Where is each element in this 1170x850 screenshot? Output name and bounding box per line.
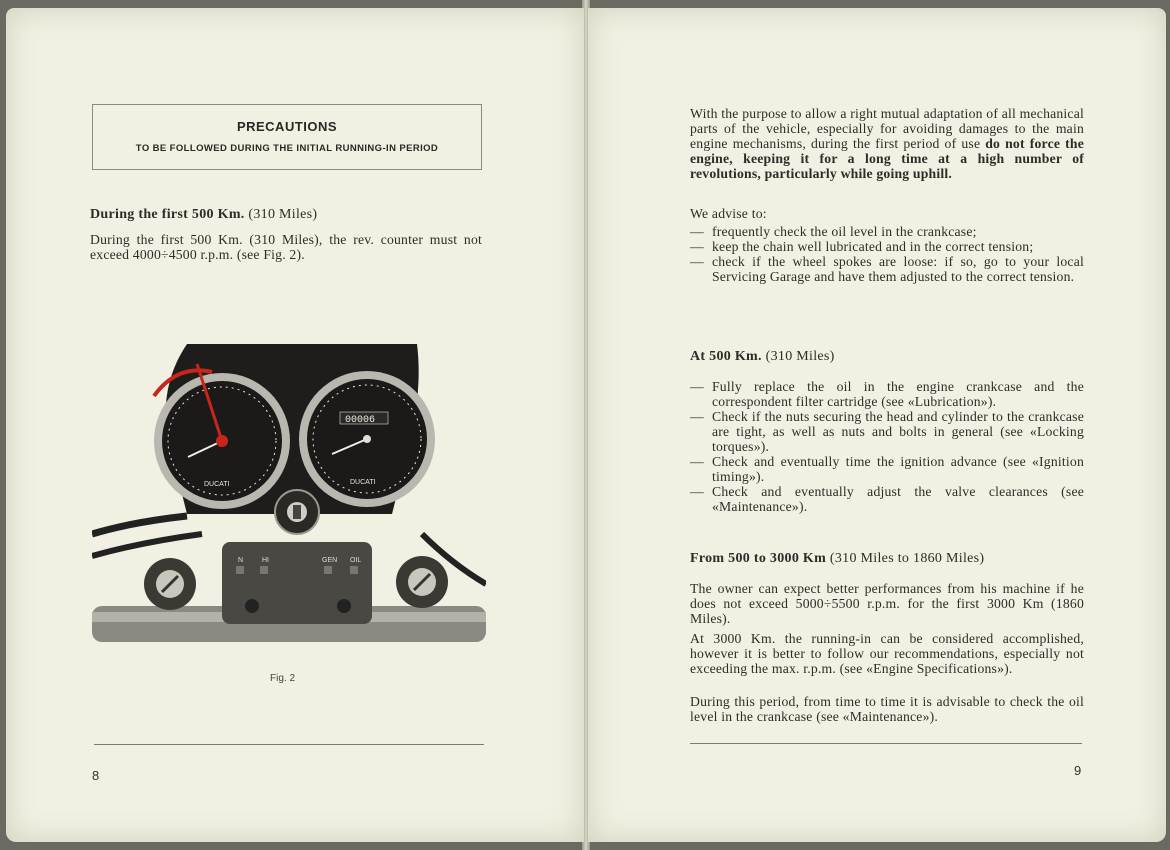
gauge-right-brand: DUCATI [350, 479, 376, 486]
section-3000-paragraph-1: The owner can expect better performances from his machine if he does not exceed 5000÷5500 r.p.m. for the first 3000 Km (1860 Miles). [690, 581, 1084, 626]
footer-rule [94, 744, 484, 745]
section-3000-paragraph-3: During this period, from time to time it is advisable to check the oil level in the crankcase (see «Maintenance»). [690, 694, 1084, 724]
list-item: — Check and eventually time the ignition advance (see «Ignition timing»). [690, 454, 1084, 484]
advise-list [690, 224, 1084, 284]
list-item: — check if the wheel spokes are loose: if so, go to your local Servicing Garage and have them adjusted to the correct tension. [690, 254, 1084, 284]
speedometer-figure [92, 344, 486, 649]
list-item: — Check and eventually adjust the valve clearances (see «Maintenance»). [690, 484, 1084, 514]
odometer-readout: 00006 [345, 415, 376, 426]
gauge-left-brand: DUCATI [204, 481, 230, 488]
list-item: — keep the chain well lubricated and in the correct tension; [690, 239, 1034, 254]
section-first-500-text: During the first 500 Km. (310 Miles), the rev. counter must not exceed 4000÷4500 r.p.m. (see Fig. 2). [90, 232, 482, 262]
list-item: — Fully replace the oil in the engine crankcase and the correspondent filter cartridge (see «Lubrication»). [690, 379, 1084, 409]
advise-label: We advise to: [690, 206, 767, 221]
section-3000-paragraph-2: At 3000 Km. the running-in can be considered accomplished, however it is better to follow our recommendations, especially not exceeding the max. r.p.m. (see «Engine Specifications»). [690, 631, 1084, 676]
panel-label-oil: OIL [350, 557, 362, 564]
section-500-title: At 500 Km. (310 Miles) [690, 349, 835, 364]
intro-paragraph: With the purpose to allow a right mutual adaptation of all mechanical parts of the vehicle, especially for avoiding damages to the main engine mechanisms, during the first period of use do not force the engine, keeping it for a long time at a high number of revolutions, particularly while going uphill. [690, 106, 1084, 181]
list-item: — Check if the nuts securing the head and cylinder to the crankcase are tight, as well as nuts and bolts in general (see «Locking torques»). [690, 409, 1084, 454]
section-3000-title: From 500 to 3000 Km (310 Miles to 1860 Miles) [690, 551, 985, 566]
instrument-panel-illustration [92, 344, 486, 649]
section-500-list [690, 379, 1084, 514]
page-number: 9 [1074, 763, 1082, 778]
precautions-heading-box [92, 104, 482, 170]
page-number: 8 [92, 768, 100, 783]
panel-label-hi: HI [262, 557, 269, 564]
right-page [588, 8, 1166, 842]
footer-rule [690, 743, 1082, 744]
panel-label-gen: GEN [322, 557, 338, 564]
figure-caption: Fig. 2 [270, 673, 296, 684]
heading-title: PRECAUTIONS [236, 119, 338, 134]
list-item: — frequently check the oil level in the crankcase; [690, 224, 977, 239]
heading-subtitle: TO BE FOLLOWED DURING THE INITIAL RUNNING-IN PERIOD [135, 143, 439, 154]
left-page [6, 8, 584, 842]
section-first-500-title: During the first 500 Km. (310 Miles) [90, 207, 318, 222]
panel-label-n: N [238, 557, 244, 564]
